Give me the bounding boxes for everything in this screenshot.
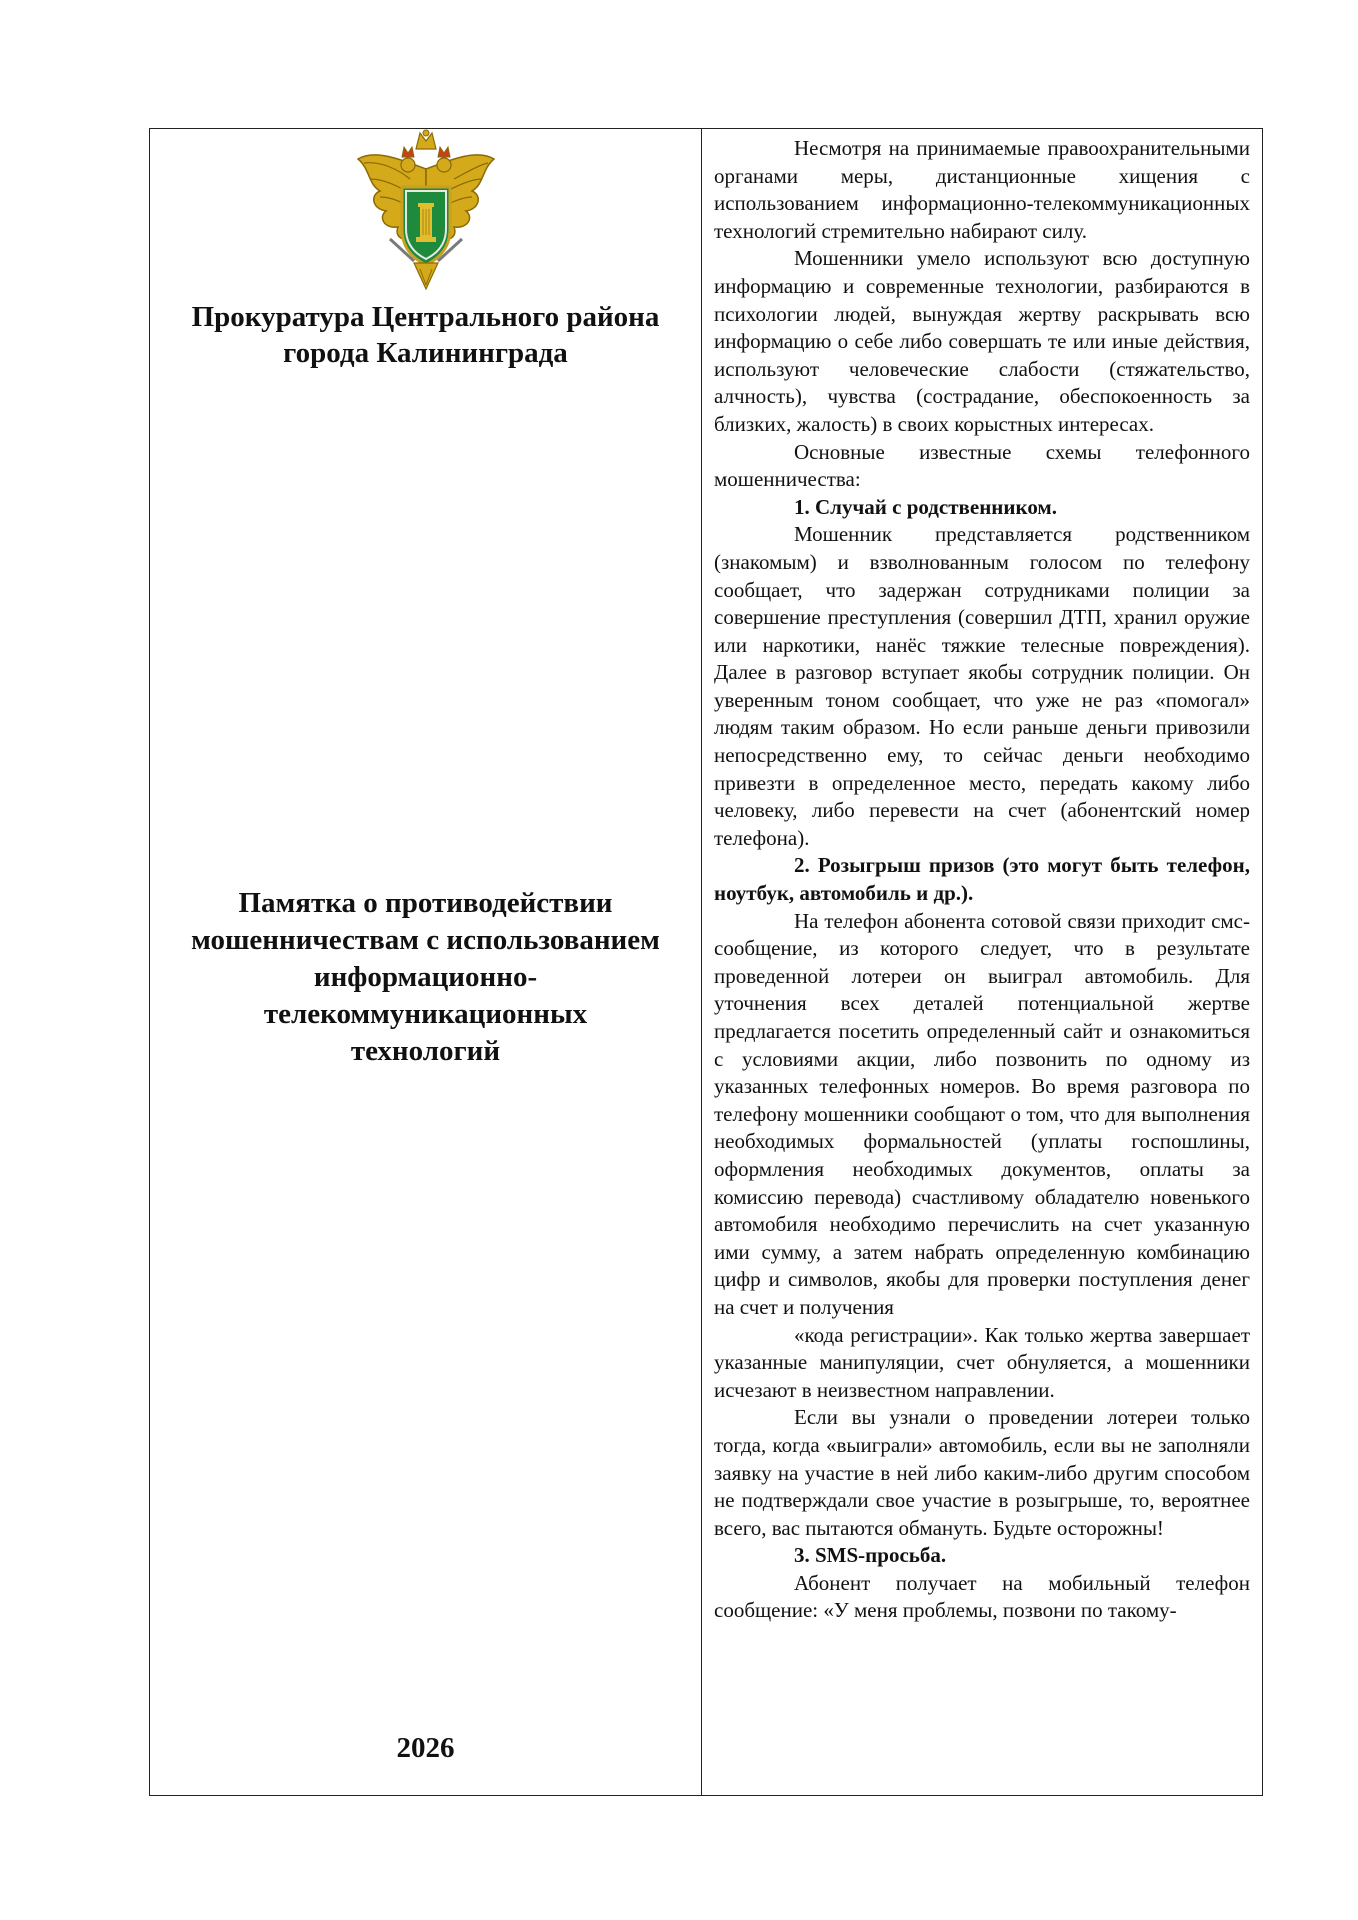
body-paragraph: Несмотря на принимаемые правоохранительными органами меры, дистанционные хищения с использованием информационно-телекоммуникационных технологий стремительно набирают силу. <box>714 136 1250 243</box>
body-paragraph: Если вы узнали о проведении лотереи только тогда, когда «выиграли» автомобиль, если вы не заполняли заявку на участие в ней либо каким-либо другим способом не подтверждали свое участие в розыгрыше, то, вероятнее всего, вас пытаются обмануть. Будьте осторожны! <box>714 1405 1250 1540</box>
body-paragraph: Абонент получает на мобильный телефон сообщение: «У меня проблемы, позвони по такому- <box>714 1570 1250 1623</box>
scheme-heading: 1. Случай с родственником. <box>794 494 1057 519</box>
publication-year: 2026 <box>396 1732 455 1764</box>
memo-table <box>149 128 1263 1796</box>
memo-title-line: мошенничествам с использованием <box>191 924 660 956</box>
memo-title-line: технологий <box>350 1035 501 1067</box>
cover-column <box>150 129 702 1795</box>
organization-name <box>150 299 701 371</box>
scheme-heading: 2. Розыгрыш призов (это могут быть телефон, ноутбук, автомобиль и др.). <box>714 853 1250 906</box>
body-paragraph: Основные известные схемы телефонного мошенничества: <box>714 439 1250 492</box>
memo-title-line: Памятка о противодействии <box>238 887 613 919</box>
scheme-heading: 3. SMS-просьба. <box>794 1543 947 1568</box>
body-paragraph: Мошенники умело используют всю доступную информацию и современные технологии, разбираются в психологии людей, вынуждая жертву раскрывать всю информацию о себе либо совершать те или иные действия, используют человеческие слабости (стяжательство, алчность), чувства (сострадание, обеспокоенность за близких, жалость) в своих корыстных интересах. <box>714 246 1250 436</box>
organization-name-line: города Калининграда <box>283 337 568 369</box>
memo-title-line: информационно- <box>313 961 538 993</box>
body-paragraph: «кода регистрации». Как только жертва завершает указанные манипуляции, счет обнуляется, а мошенники исчезают в неизвестном направлении. <box>714 1322 1250 1402</box>
body-paragraph: На телефон абонента сотовой связи приходит смс-сообщение, из которого следует, что в результате проведенной лотереи он выиграл автомобиль. Для уточнения всех деталей потенциальной жертве предлагается посетить определенный сайт и ознакомиться с условиями акции, либо позвонить по одному из указанных телефонных номеров. Во время разговора по телефону мошенники сообщают о том, что для выполнения необходимых формальностей (уплаты госпошлины, оформления необходимых документов, оплаты за комиссию перевода) счастливому обладателю новенького автомобиля необходимо перечислить на счет указанную ими сумму, а затем набрать определенную комбинацию цифр и символов, якобы для проверки поступления денег на счет и получения <box>714 908 1250 1319</box>
memo-body <box>702 129 1262 1795</box>
memo-title-line: телекоммуникационных <box>263 998 588 1030</box>
prosecutor-emblem-icon <box>350 129 502 297</box>
memo-title <box>150 885 701 1070</box>
organization-name-line: Прокуратура Центрального района <box>191 301 660 333</box>
body-paragraph: Мошенник представляется родственником (знакомым) и взволнованным голосом по телефону сообщает, что задержан сотрудниками полиции за совершение преступления (совершил ДТП, хранил оружие или наркотики, нанёс тяжкие телесные повреждения). Далее в разговор вступает якобы сотрудник полиции. Он уверенным тоном сообщает, что уже не раз «помогал» людям таким образом. Но если раньше деньги привозили непосредственно ему, то сейчас деньги необходимо привезти в определенное место, передать какому либо человеку, либо перевести на счет (абонентский номер телефона). <box>714 522 1250 850</box>
